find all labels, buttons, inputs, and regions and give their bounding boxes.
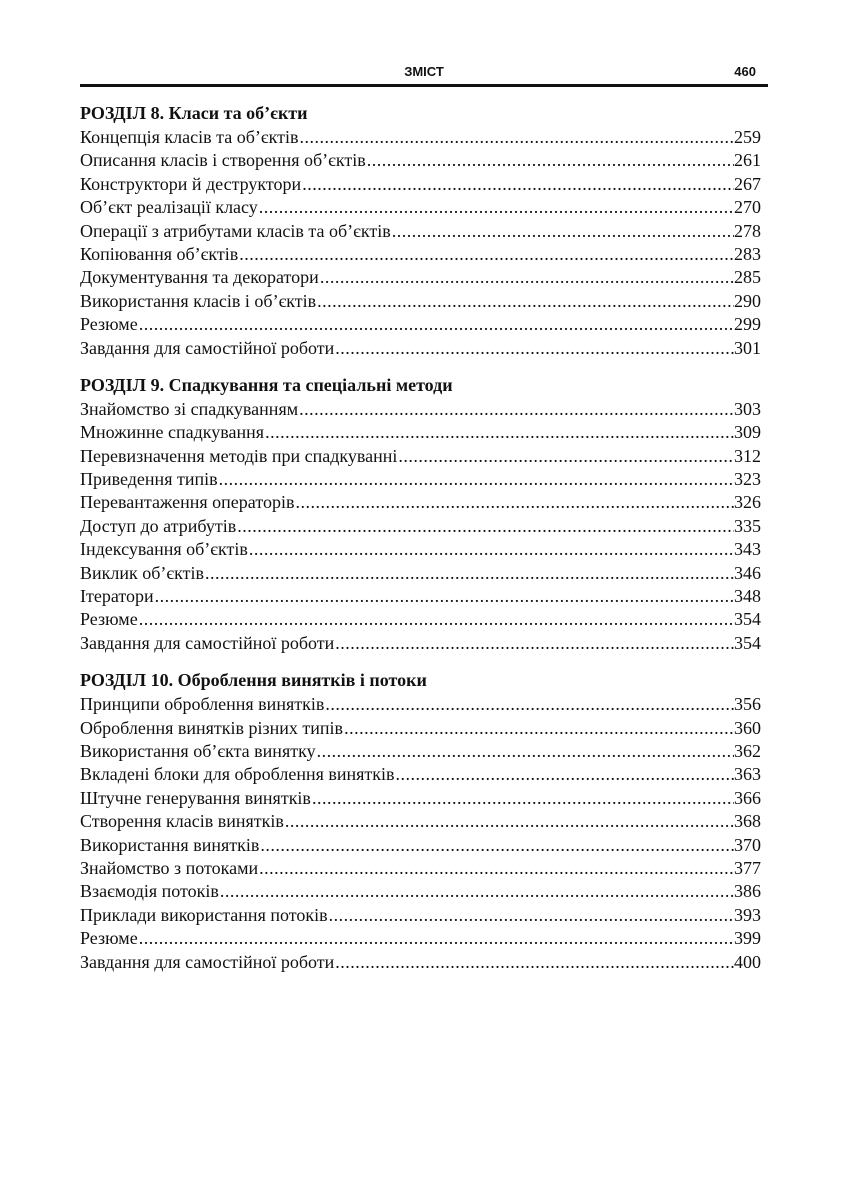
toc-entry-page: 326 <box>734 492 761 513</box>
toc-entry-page: 309 <box>734 422 761 443</box>
toc-entry-text: Документування та декоратори <box>80 267 319 288</box>
toc-entry-text: Доступ до атрибутів <box>80 515 237 536</box>
dot-leader <box>397 445 734 468</box>
toc-entry[interactable] <box>80 196 761 219</box>
toc-entry[interactable] <box>80 810 761 833</box>
toc-entry-text: Оброблення винятків різних типів <box>80 717 344 738</box>
toc-entry-text: Резюме <box>80 928 138 949</box>
dot-leader <box>395 763 734 786</box>
toc-entry-text: Знайомство з потоками <box>80 857 259 878</box>
toc-entry[interactable] <box>80 562 761 585</box>
dot-leader <box>366 149 734 172</box>
header-title: ЗМІСТ <box>404 64 444 79</box>
toc-entry-text: Об’єкт реалізації класу <box>80 197 258 218</box>
toc-entry[interactable] <box>80 398 761 421</box>
toc-entry[interactable] <box>80 763 761 786</box>
toc-entry-page: 362 <box>734 740 761 761</box>
dot-leader <box>258 196 734 219</box>
toc-entry[interactable] <box>80 717 761 740</box>
header-page-number: 460 <box>734 64 756 79</box>
toc-entry-page: 343 <box>734 539 761 560</box>
toc-entry-text: Індексування об’єктів <box>80 539 248 560</box>
toc-entry-page: 346 <box>734 562 761 583</box>
toc-entry-page: 259 <box>734 127 761 147</box>
toc-entry-text: Перевизначення методів при спадкуванні <box>80 445 398 466</box>
toc-entry[interactable] <box>80 445 761 468</box>
page-header <box>80 60 768 87</box>
toc-entry-text: Знайомство зі спадкуванням <box>80 398 299 419</box>
toc-entry[interactable] <box>80 313 761 336</box>
toc-entry[interactable] <box>80 951 761 974</box>
toc-entry[interactable] <box>80 740 761 763</box>
toc-entry-page: 312 <box>734 445 761 466</box>
section-8 <box>80 100 761 360</box>
toc-entry-page: 323 <box>734 469 761 490</box>
toc-entry-page: 335 <box>734 515 761 536</box>
toc-entry-page: 303 <box>734 398 761 419</box>
toc-entry-text: Приклади використання потоків <box>80 904 328 925</box>
toc-entry[interactable] <box>80 421 761 444</box>
toc-entry-text: Вкладені блоки для оброблення винятків <box>80 764 395 785</box>
table-of-contents <box>80 100 761 986</box>
dot-leader <box>264 421 734 444</box>
dot-leader <box>324 693 734 716</box>
toc-entry-page: 301 <box>734 337 761 358</box>
toc-entry-page: 393 <box>734 904 761 925</box>
toc-entry[interactable] <box>80 857 761 880</box>
section-title: РОЗДІЛ 8. Класи та об’єкти <box>80 103 308 123</box>
toc-entry-page: 290 <box>734 290 761 311</box>
toc-entry-text: Конструктори й деструктори <box>80 173 302 194</box>
toc-entry-page: 354 <box>734 632 761 653</box>
toc-entry[interactable] <box>80 243 761 266</box>
toc-entry-text: Приведення типів <box>80 469 218 490</box>
dot-leader <box>319 266 734 289</box>
toc-entry[interactable] <box>80 290 761 313</box>
toc-entry-text: Штучне генерування винятків <box>80 787 311 808</box>
toc-entry[interactable] <box>80 880 761 903</box>
toc-entry-page: 299 <box>734 314 761 335</box>
toc-entry-text: Створення класів винятків <box>80 811 284 832</box>
toc-entry[interactable] <box>80 149 761 172</box>
toc-entry-text: Множинне спадкування <box>80 422 265 443</box>
dot-leader <box>334 632 734 655</box>
toc-entry[interactable] <box>80 787 761 810</box>
toc-entry-page: 368 <box>734 811 761 832</box>
toc-entry-page: 360 <box>734 717 761 738</box>
toc-entry-text: Завдання для самостійної роботи <box>80 951 335 972</box>
dot-leader <box>236 515 734 538</box>
dot-leader <box>138 313 734 336</box>
toc-entry-text: Взаємодія потоків <box>80 881 219 902</box>
dot-leader <box>334 337 734 360</box>
toc-entry-text: Концепція класів та об’єктів <box>80 127 299 147</box>
dot-leader <box>301 173 734 196</box>
toc-entry[interactable] <box>80 904 761 927</box>
toc-entry[interactable] <box>80 585 761 608</box>
dot-leader <box>328 904 734 927</box>
toc-entry-text: Використання класів і об’єктів <box>80 290 317 311</box>
dot-leader <box>316 290 734 313</box>
dot-leader <box>238 243 734 266</box>
toc-entry[interactable] <box>80 608 761 631</box>
toc-entry[interactable] <box>80 266 761 289</box>
toc-entry[interactable] <box>80 491 761 514</box>
toc-entry[interactable] <box>80 927 761 950</box>
section-9 <box>80 372 761 655</box>
dot-leader <box>138 927 734 950</box>
toc-entry-text: Завдання для самостійної роботи <box>80 337 335 358</box>
toc-entry-page: 363 <box>734 764 761 785</box>
toc-entry-page: 400 <box>734 951 761 972</box>
toc-entry-text: Описання класів і створення об’єктів <box>80 150 366 171</box>
dot-leader <box>218 468 734 491</box>
section-title: РОЗДІЛ 9. Спадкування та спеціальні методи <box>80 374 453 395</box>
toc-entry-text: Операції з атрибутами класів та об’єктів <box>80 220 391 241</box>
toc-entry-page: 399 <box>734 928 761 949</box>
toc-entry-page: 278 <box>734 220 761 241</box>
toc-entry-text: Принципи оброблення винятків <box>80 694 325 715</box>
toc-entry[interactable] <box>80 834 761 857</box>
dot-leader <box>298 126 734 149</box>
toc-entry-text: Копіювання об’єктів <box>80 243 239 264</box>
toc-entry[interactable] <box>80 515 761 538</box>
toc-entry-page: 267 <box>734 173 761 194</box>
section-10 <box>80 667 761 974</box>
section-title: РОЗДІЛ 10. Оброблення винятків і потоки <box>80 670 427 691</box>
dot-leader <box>343 717 734 740</box>
toc-entry-text: Резюме <box>80 314 138 335</box>
toc-entry-page: 377 <box>734 857 761 878</box>
dot-leader <box>298 398 734 421</box>
toc-entry-text: Використання винятків <box>80 834 260 855</box>
toc-entry-text: Завдання для самостійної роботи <box>80 632 335 653</box>
toc-entry-page: 366 <box>734 787 761 808</box>
toc-entry[interactable] <box>80 468 761 491</box>
toc-entry[interactable] <box>80 693 761 716</box>
toc-entry[interactable] <box>80 538 761 561</box>
dot-leader <box>391 220 734 243</box>
toc-entry-page: 348 <box>734 586 761 607</box>
dot-leader <box>334 951 734 974</box>
dot-leader <box>219 880 734 903</box>
dot-leader <box>258 857 734 880</box>
toc-entry-page: 354 <box>734 609 761 630</box>
dot-leader <box>284 810 734 833</box>
toc-entry-page: 261 <box>734 150 761 171</box>
toc-entry-page: 285 <box>734 267 761 288</box>
toc-entry-text: Перевантаження операторів <box>80 492 295 513</box>
dot-leader <box>259 834 734 857</box>
toc-entry-page: 270 <box>734 197 761 218</box>
toc-entry-text: Виклик об’єктів <box>80 562 204 583</box>
dot-leader <box>248 538 734 561</box>
toc-entry-page: 370 <box>734 834 761 855</box>
toc-entry-text: Ітератори <box>80 586 154 607</box>
dot-leader <box>204 562 734 585</box>
dot-leader <box>316 740 734 763</box>
dot-leader <box>138 608 734 631</box>
toc-entry[interactable] <box>80 632 761 655</box>
dot-leader <box>294 491 734 514</box>
toc-entry-page: 386 <box>734 881 761 902</box>
dot-leader <box>311 787 734 810</box>
toc-entry[interactable] <box>80 337 761 360</box>
toc-entry-text: Резюме <box>80 609 138 630</box>
dot-leader <box>154 585 734 608</box>
toc-entry[interactable] <box>80 220 761 243</box>
toc-entry-page: 356 <box>734 694 761 715</box>
toc-entry[interactable] <box>80 126 761 149</box>
toc-entry-page: 283 <box>734 243 761 264</box>
toc-entry[interactable] <box>80 173 761 196</box>
toc-entry-text: Використання об’єкта винятку <box>80 740 316 761</box>
